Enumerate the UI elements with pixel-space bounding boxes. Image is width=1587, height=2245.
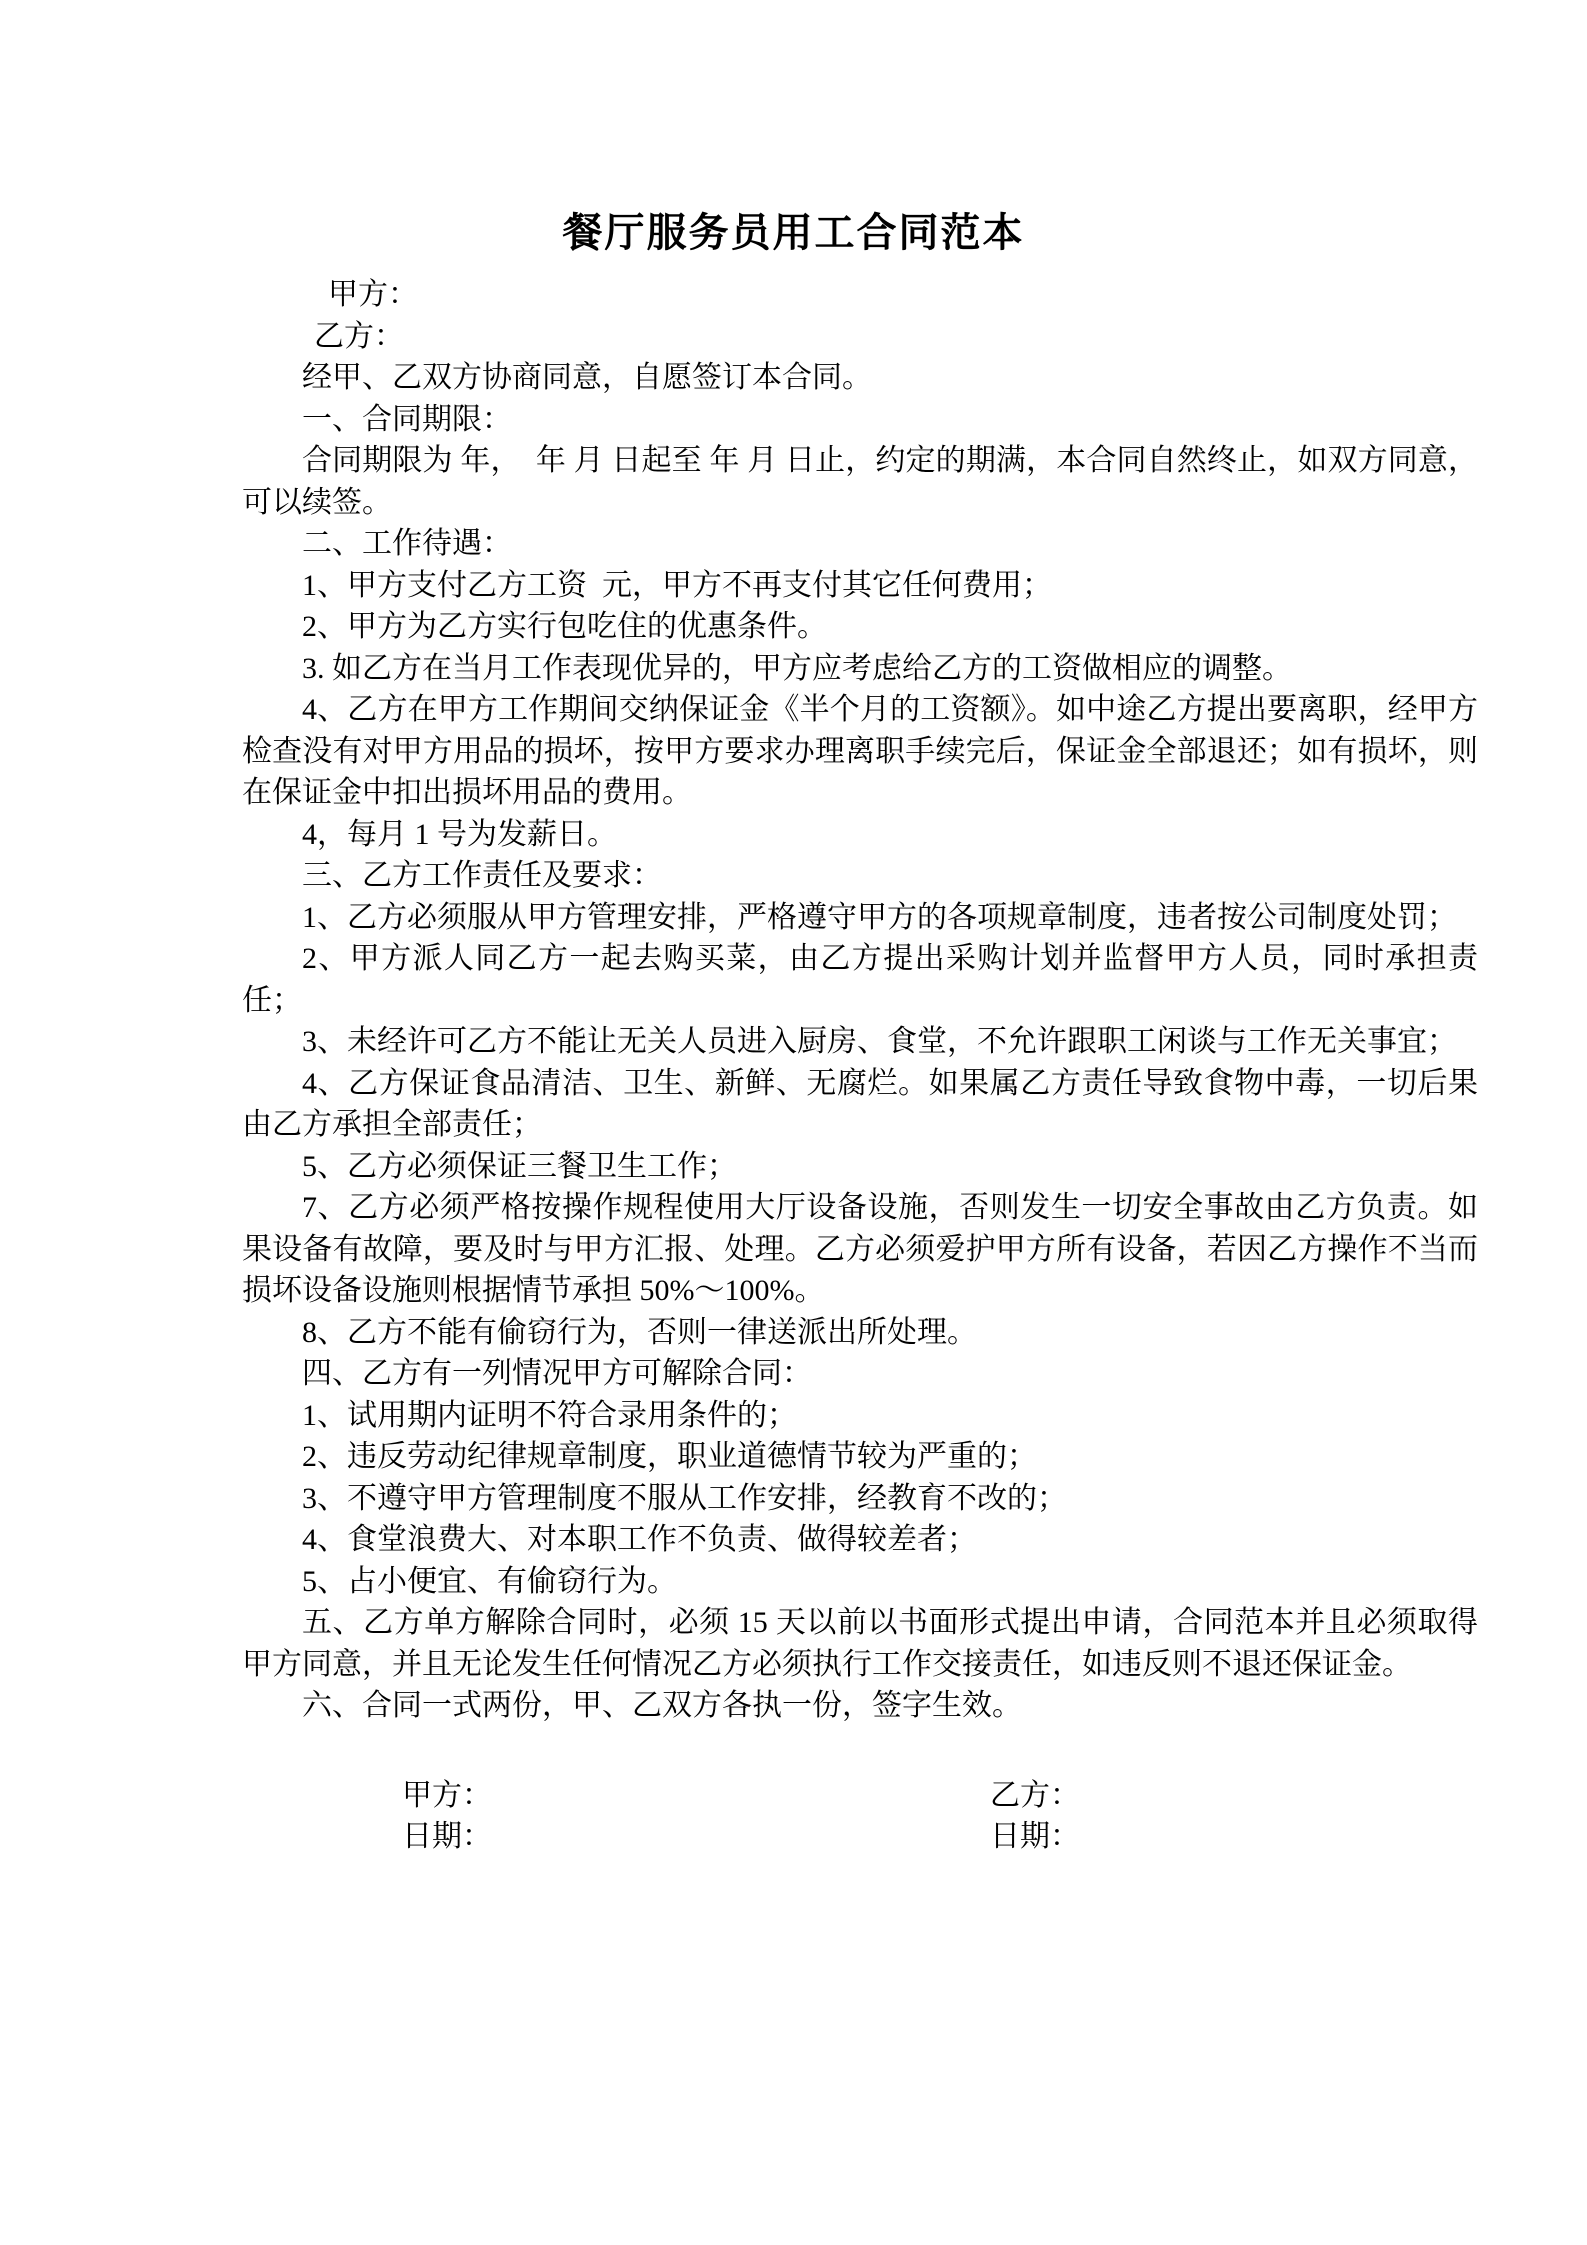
party-a-signature-label: 甲方：: [402, 1778, 492, 1812]
section-1-term: 合同期限为 年， 年 月 日起至 年 月 日止，约定的期满，本合同自然终止，如双方同意，可以续签。: [242, 444, 1478, 519]
section-5-clause: 五、乙方单方解除合同时，必须 15 天以前以书面形式提出申请，合同范本并且必须取得甲方同意，并且无论发生任何情况乙方必须执行工作交接责任，如违反则不退还保证金。: [242, 1606, 1478, 1681]
section-4-item-3: 3、不遵守甲方管理制度不服从工作安排，经教育不改的；: [302, 1481, 1067, 1515]
section-4-item-1: 1、试用期内证明不符合录用条件的；: [302, 1398, 797, 1432]
section-3-item-2: 2、甲方派人同乙方一起去购买菜，由乙方提出采购计划并监督甲方人员，同时承担责任；: [242, 942, 1478, 1017]
document-title: 餐厅服务员用工合同范本: [562, 210, 1025, 255]
signature-row-dates: [242, 1816, 1478, 1858]
section-2-heading: 二、工作待遇：: [302, 527, 512, 560]
party-a-date-label: 日期：: [402, 1820, 492, 1853]
section-2-item-4: 4、乙方在甲方工作期间交纳保证金《半个月的工资额》。如中途乙方提出要离职，经甲方检查没有对甲方用品的损坏，按甲方要求办理离职手续完后，保证金全部退还；如有损坏，则在保证金中扣出损坏用品的费用。: [242, 693, 1478, 809]
signature-row-parties: [242, 1775, 1478, 1817]
section-2-item-1: 1、甲方支付乙方工资 元，甲方不再支付其它任何费用；: [302, 568, 1052, 602]
party-b-signature-label: 乙方：: [990, 1778, 1080, 1812]
party-a-line: 甲方：: [328, 278, 418, 311]
section-4-item-4: 4、食堂浪费大、对本职工作不负责、做得较差者；: [302, 1523, 977, 1556]
preamble: 经甲、乙双方协商同意，自愿签订本合同。: [302, 361, 872, 394]
section-2-item-3: 3. 如乙方在当月工作表现优异的，甲方应考虑给乙方的工资做相应的调整。: [302, 651, 1292, 685]
section-3-item-4: 4、乙方保证食品清洁、卫生、新鲜、无腐烂。如果属乙方责任导致食物中毒，一切后果由乙方承担全部责任；: [242, 1066, 1478, 1141]
section-4-heading: 四、乙方有一列情况甲方可解除合同：: [302, 1357, 812, 1390]
document-body: [242, 274, 1478, 1858]
party-b-line: 乙方：: [314, 319, 404, 353]
section-2-item-2: 2、甲方为乙方实行包吃住的优惠条件。: [302, 610, 827, 643]
section-3-item-5: 5、乙方必须保证三餐卫生工作；: [302, 1149, 737, 1183]
section-4-item-2: 2、违反劳动纪律规章制度，职业道德情节较为严重的；: [302, 1440, 1037, 1473]
section-2-item-4b: 4，每月 1 号为发薪日。: [302, 817, 617, 851]
section-4-item-5: 5、占小便宜、有偷窃行为。: [302, 1564, 677, 1598]
section-6-clause: 六、合同一式两份，甲、乙双方各执一份，签字生效。: [302, 1689, 1022, 1722]
section-3-item-8: 8、乙方不能有偷窃行为，否则一律送派出所处理。: [302, 1315, 977, 1349]
section-3-item-3: 3、未经许可乙方不能让无关人员进入厨房、食堂，不允许跟职工闲谈与工作无关事宜；: [302, 1025, 1457, 1058]
section-3-item-1: 1、乙方必须服从甲方管理安排，严格遵守甲方的各项规章制度，违者按公司制度处罚；: [302, 900, 1457, 934]
section-1-heading: 一、合同期限：: [302, 402, 512, 436]
section-3-item-7: 7、乙方必须严格按操作规程使用大厅设备设施，否则发生一切安全事故由乙方负责。如果设备有故障，要及时与甲方汇报、处理。乙方必须爱护甲方所有设备，若因乙方操作不当而损坏设备设施则根据情节承担 50%～100%。: [242, 1191, 1478, 1307]
signature-block: [242, 1775, 1478, 1858]
party-b-date-label: 日期：: [990, 1820, 1080, 1853]
section-3-heading: 三、乙方工作责任及要求：: [302, 859, 662, 892]
